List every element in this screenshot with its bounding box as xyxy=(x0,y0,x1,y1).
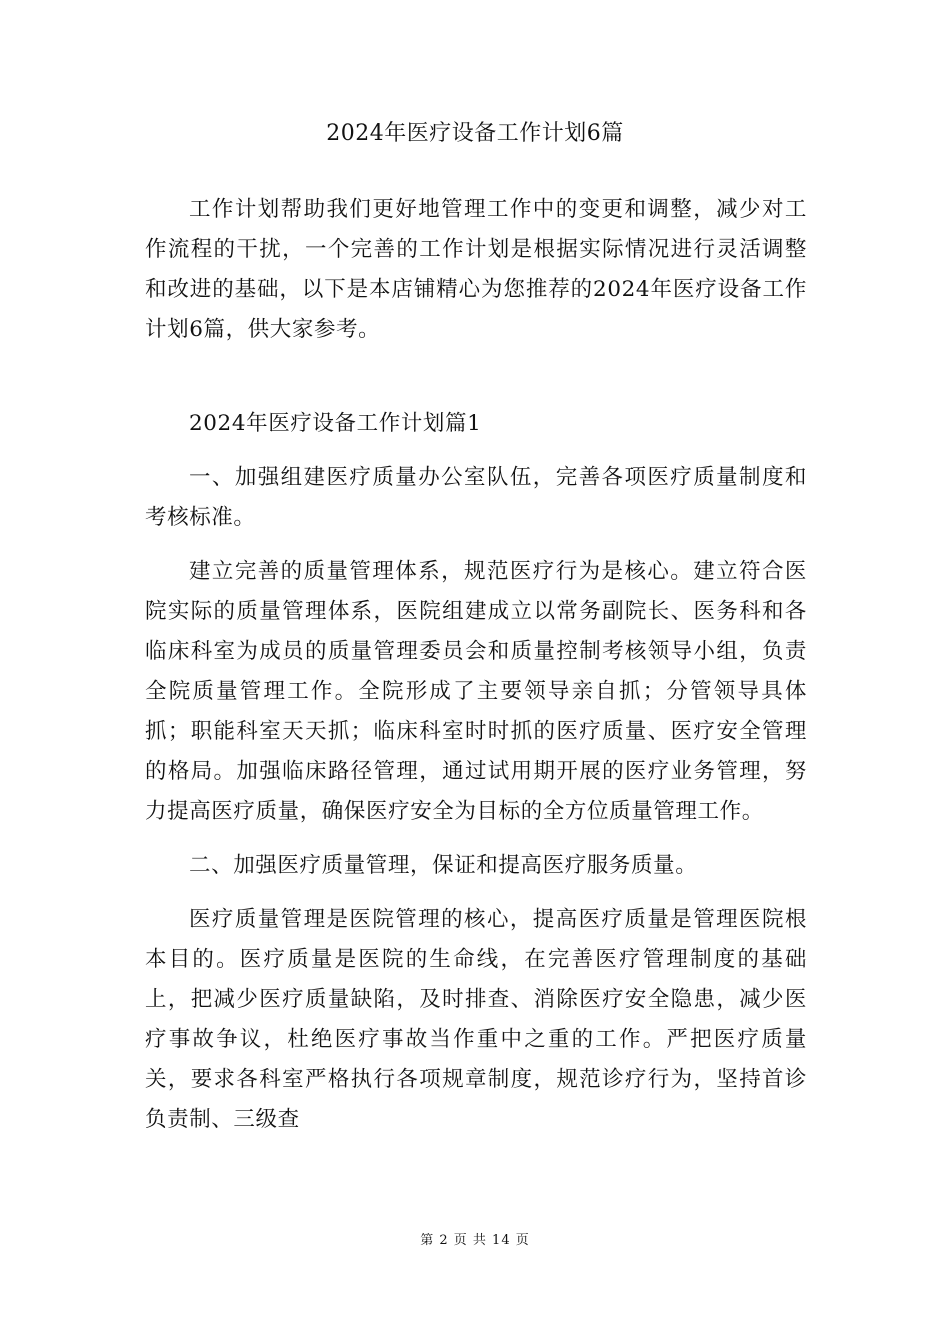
body-paragraph-quality-system: 建立完善的质量管理体系，规范医疗行为是核心。建立符合医院实际的质量管理体系，医院组建成立以常务副院长、医务科和各临床科室为成员的质量管理委员会和质量控制考核领导小组，负责全院质量管理工作。全院形成了主要领导亲自抓；分管领导具体抓；职能科室天天抓；临床科室时时抓的医疗质量、医疗安全管理的格局。加强临床路径管理，通过试用期开展的医疗业务管理，努力提高医疗质量，确保医疗安全为目标的全方位质量管理工作。 xyxy=(145,559,807,824)
page-footer: 第 2 页 共 14 页 xyxy=(420,1233,530,1248)
section-heading: 2024年医疗设备工作计划篇1 xyxy=(189,411,482,436)
document-title: 2024年医疗设备工作计划6篇 xyxy=(326,121,624,146)
heading-item-one: 一、加强组建医疗质量办公室队伍，完善各项医疗质量制度和考核标准。 xyxy=(145,465,807,530)
heading-item-two: 二、加强医疗质量管理，保证和提高医疗服务质量。 xyxy=(189,853,698,878)
document-body xyxy=(145,190,807,1140)
intro-paragraph: 工作计划帮助我们更好地管理工作中的变更和调整，减少对工作流程的干扰，一个完善的工作计划是根据实际情况进行灵活调整和改进的基础，以下是本店铺精心为您推荐的2024年医疗设备工作计划6篇，供大家参考。 xyxy=(145,197,807,342)
body-paragraph-quality-management: 医疗质量管理是医院管理的核心，提高医疗质量是管理医院根本目的。医疗质量是医院的生命线，在完善医疗管理制度的基础上，把减少医疗质量缺陷，及时排查、消除医疗安全隐患，减少医疗事故争议，杜绝医疗事故当作重中之重的工作。严把医疗质量关，要求各科室严格执行各项规章制度，规范诊疗行为，坚持首诊负责制、三级查 xyxy=(145,907,807,1132)
